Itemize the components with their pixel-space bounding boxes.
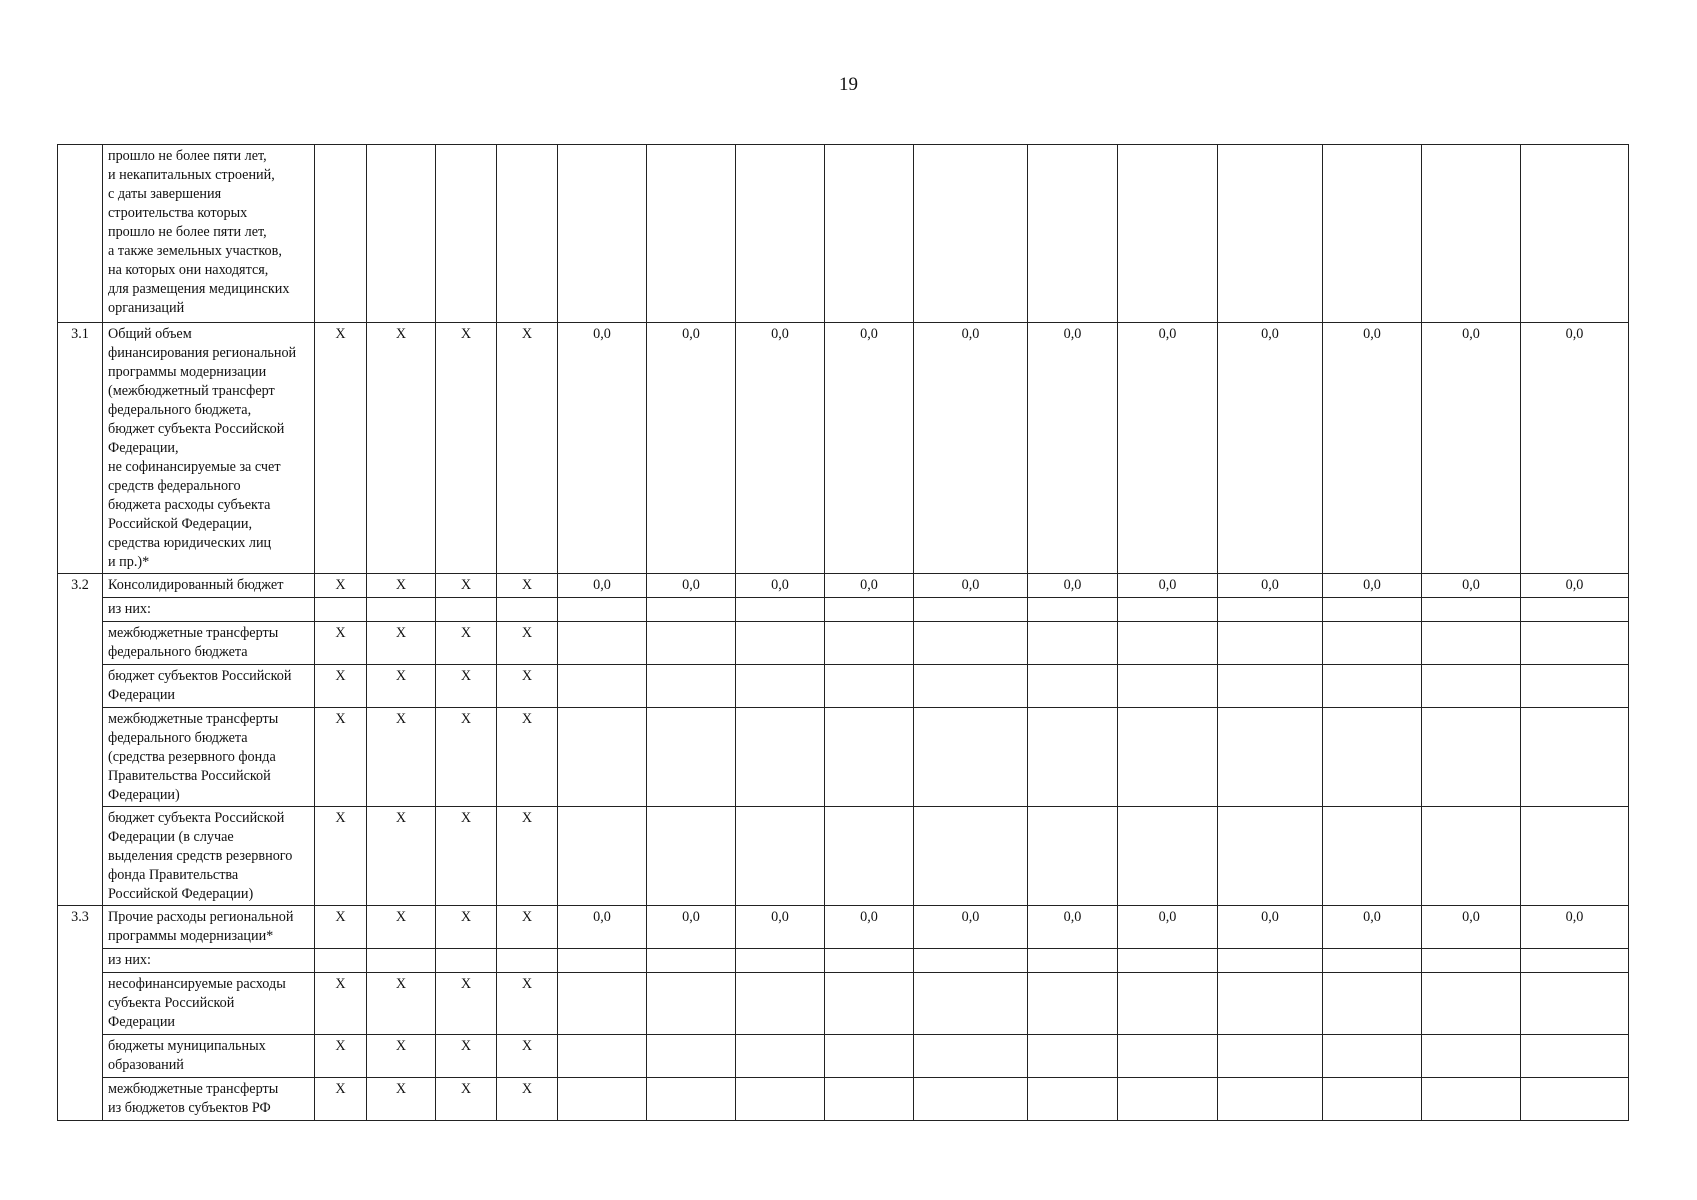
value-cell: 0,0 — [1521, 906, 1629, 949]
row-description: Консолидированный бюджет — [103, 574, 315, 598]
value-cell — [1323, 973, 1422, 1035]
value-cell — [736, 949, 825, 973]
value-cell: 0,0 — [1118, 574, 1218, 598]
value-cell — [558, 708, 647, 807]
value-cell — [558, 665, 647, 708]
x-mark-cell — [436, 145, 497, 323]
value-cell: 0,0 — [914, 323, 1028, 574]
value-cell — [647, 973, 736, 1035]
x-mark-cell: X — [497, 1078, 558, 1121]
value-cell — [1218, 949, 1323, 973]
x-mark-cell — [315, 145, 367, 323]
value-cell: 0,0 — [1028, 574, 1118, 598]
value-cell — [1028, 708, 1118, 807]
x-mark-cell: X — [497, 574, 558, 598]
x-mark-cell: X — [315, 574, 367, 598]
value-cell — [1521, 598, 1629, 622]
x-mark-cell: X — [497, 665, 558, 708]
value-cell — [736, 1078, 825, 1121]
value-cell — [647, 949, 736, 973]
value-cell — [1028, 665, 1118, 708]
table-row — [58, 906, 1629, 949]
value-cell: 0,0 — [647, 574, 736, 598]
x-mark-cell: X — [436, 973, 497, 1035]
value-cell — [736, 598, 825, 622]
x-mark-cell: X — [436, 323, 497, 574]
value-cell — [1118, 622, 1218, 665]
value-cell — [1118, 1078, 1218, 1121]
value-cell — [1422, 1035, 1521, 1078]
x-mark-cell: X — [497, 323, 558, 574]
value-cell — [736, 807, 825, 906]
value-cell: 0,0 — [914, 574, 1028, 598]
x-mark-cell: X — [315, 1078, 367, 1121]
row-number: 3.3 — [58, 906, 103, 1121]
value-cell — [558, 973, 647, 1035]
table-row — [58, 598, 1629, 622]
row-description: бюджеты муниципальных образований — [103, 1035, 315, 1078]
value-cell — [1118, 598, 1218, 622]
table-row — [58, 1035, 1629, 1078]
value-cell — [1521, 622, 1629, 665]
row-description: Общий объем финансирования региональной программы модернизации (межбюджетный трансферт федерального бюджета, бюджет субъекта Российской Федерации, не софинансируемые за счет средств федерального бюджета расходы субъекта Российской Федерации, средства юридических лиц и пр.)* — [103, 323, 315, 574]
x-mark-cell: X — [315, 906, 367, 949]
value-cell — [647, 807, 736, 906]
value-cell: 0,0 — [1218, 906, 1323, 949]
value-cell — [558, 949, 647, 973]
value-cell: 0,0 — [1028, 906, 1118, 949]
value-cell — [1218, 708, 1323, 807]
value-cell: 0,0 — [1218, 323, 1323, 574]
x-mark-cell — [367, 949, 436, 973]
value-cell: 0,0 — [825, 574, 914, 598]
value-cell — [1521, 145, 1629, 323]
value-cell: 0,0 — [736, 574, 825, 598]
value-cell — [1118, 807, 1218, 906]
value-cell — [736, 145, 825, 323]
x-mark-cell: X — [497, 1035, 558, 1078]
value-cell: 0,0 — [1118, 323, 1218, 574]
value-cell — [1028, 949, 1118, 973]
value-cell — [736, 665, 825, 708]
value-cell — [558, 145, 647, 323]
value-cell — [1422, 1078, 1521, 1121]
value-cell — [558, 807, 647, 906]
value-cell — [825, 1078, 914, 1121]
x-mark-cell: X — [497, 807, 558, 906]
value-cell — [1218, 1035, 1323, 1078]
value-cell — [736, 622, 825, 665]
value-cell — [1521, 708, 1629, 807]
value-cell — [1028, 145, 1118, 323]
value-cell — [1323, 1078, 1422, 1121]
financing-table — [57, 144, 1629, 1121]
value-cell — [1118, 973, 1218, 1035]
row-number: 3.2 — [58, 574, 103, 906]
value-cell — [914, 1035, 1028, 1078]
row-description: межбюджетные трансферты из бюджетов субъектов РФ — [103, 1078, 315, 1121]
value-cell — [1422, 973, 1521, 1035]
value-cell — [825, 1035, 914, 1078]
value-cell: 0,0 — [1422, 323, 1521, 574]
x-mark-cell: X — [436, 708, 497, 807]
value-cell — [914, 598, 1028, 622]
value-cell — [1521, 807, 1629, 906]
value-cell — [914, 622, 1028, 665]
value-cell — [1422, 665, 1521, 708]
value-cell — [647, 1035, 736, 1078]
value-cell — [825, 708, 914, 807]
value-cell — [1218, 598, 1323, 622]
value-cell — [1323, 807, 1422, 906]
value-cell — [1521, 1035, 1629, 1078]
value-cell: 0,0 — [1422, 906, 1521, 949]
value-cell — [825, 949, 914, 973]
x-mark-cell: X — [315, 323, 367, 574]
row-description: из них: — [103, 949, 315, 973]
value-cell — [1323, 598, 1422, 622]
value-cell — [1218, 622, 1323, 665]
x-mark-cell — [315, 949, 367, 973]
value-cell: 0,0 — [1323, 323, 1422, 574]
value-cell — [1323, 145, 1422, 323]
value-cell: 0,0 — [1521, 323, 1629, 574]
value-cell — [647, 1078, 736, 1121]
row-number: 3.1 — [58, 323, 103, 574]
value-cell: 0,0 — [914, 906, 1028, 949]
row-description: прошло не более пяти лет, и некапитальных строений, с даты завершения строительства которых прошло не более пяти лет, а также земельных участков, на которых они находятся, для размещения медицинских организаций — [103, 145, 315, 323]
value-cell — [1118, 1035, 1218, 1078]
value-cell — [558, 1078, 647, 1121]
value-cell — [1323, 949, 1422, 973]
value-cell — [914, 665, 1028, 708]
x-mark-cell: X — [497, 622, 558, 665]
row-description: бюджет субъекта Российской Федерации (в случае выделения средств резервного фонда Правительства Российской Федерации) — [103, 807, 315, 906]
value-cell — [1028, 1078, 1118, 1121]
value-cell: 0,0 — [558, 574, 647, 598]
row-description: несофинансируемые расходы субъекта Российской Федерации — [103, 973, 315, 1035]
table-row — [58, 807, 1629, 906]
row-description: Прочие расходы региональной программы модернизации* — [103, 906, 315, 949]
value-cell: 0,0 — [1218, 574, 1323, 598]
page-number: 19 — [839, 74, 858, 95]
value-cell — [1422, 622, 1521, 665]
x-mark-cell — [315, 598, 367, 622]
value-cell — [1521, 973, 1629, 1035]
table-row — [58, 708, 1629, 807]
value-cell — [1323, 1035, 1422, 1078]
value-cell — [914, 708, 1028, 807]
value-cell — [1028, 598, 1118, 622]
table-row — [58, 949, 1629, 973]
table-row — [58, 574, 1629, 598]
x-mark-cell — [436, 598, 497, 622]
value-cell — [1521, 1078, 1629, 1121]
value-cell — [1218, 1078, 1323, 1121]
table-row — [58, 145, 1629, 323]
value-cell: 0,0 — [647, 323, 736, 574]
value-cell: 0,0 — [558, 906, 647, 949]
x-mark-cell: X — [436, 1035, 497, 1078]
x-mark-cell: X — [436, 906, 497, 949]
value-cell — [1218, 145, 1323, 323]
value-cell — [825, 807, 914, 906]
value-cell — [825, 665, 914, 708]
value-cell — [1323, 665, 1422, 708]
value-cell — [558, 598, 647, 622]
value-cell — [647, 145, 736, 323]
x-mark-cell: X — [436, 807, 497, 906]
x-mark-cell: X — [367, 906, 436, 949]
value-cell — [1218, 807, 1323, 906]
value-cell: 0,0 — [825, 323, 914, 574]
x-mark-cell — [367, 145, 436, 323]
value-cell — [914, 949, 1028, 973]
x-mark-cell: X — [367, 807, 436, 906]
value-cell — [1422, 145, 1521, 323]
value-cell — [1028, 807, 1118, 906]
value-cell — [736, 1035, 825, 1078]
x-mark-cell — [436, 949, 497, 973]
value-cell — [825, 145, 914, 323]
value-cell: 0,0 — [825, 906, 914, 949]
value-cell — [1028, 622, 1118, 665]
value-cell: 0,0 — [736, 323, 825, 574]
value-cell — [1521, 665, 1629, 708]
table-row — [58, 323, 1629, 574]
value-cell — [1422, 949, 1521, 973]
x-mark-cell: X — [367, 323, 436, 574]
value-cell — [1118, 145, 1218, 323]
value-cell — [647, 708, 736, 807]
value-cell: 0,0 — [647, 906, 736, 949]
value-cell — [1028, 1035, 1118, 1078]
x-mark-cell: X — [436, 574, 497, 598]
value-cell — [647, 665, 736, 708]
row-description: межбюджетные трансферты федерального бюджета (средства резервного фонда Правительства Российской Федерации) — [103, 708, 315, 807]
x-mark-cell: X — [367, 1035, 436, 1078]
value-cell — [914, 973, 1028, 1035]
value-cell: 0,0 — [558, 323, 647, 574]
table-row — [58, 665, 1629, 708]
value-cell: 0,0 — [736, 906, 825, 949]
table-row — [58, 973, 1629, 1035]
value-cell — [1521, 949, 1629, 973]
value-cell: 0,0 — [1323, 906, 1422, 949]
value-cell — [1218, 665, 1323, 708]
value-cell — [736, 973, 825, 1035]
x-mark-cell: X — [315, 973, 367, 1035]
value-cell — [558, 622, 647, 665]
value-cell — [1422, 807, 1521, 906]
value-cell — [825, 598, 914, 622]
x-mark-cell — [497, 598, 558, 622]
x-mark-cell: X — [315, 665, 367, 708]
x-mark-cell — [497, 949, 558, 973]
value-cell — [1323, 622, 1422, 665]
x-mark-cell — [367, 598, 436, 622]
value-cell: 0,0 — [1521, 574, 1629, 598]
value-cell — [825, 622, 914, 665]
table-row — [58, 622, 1629, 665]
value-cell — [1422, 708, 1521, 807]
value-cell — [1218, 973, 1323, 1035]
x-mark-cell: X — [315, 1035, 367, 1078]
value-cell — [736, 708, 825, 807]
table-row — [58, 1078, 1629, 1121]
value-cell — [1323, 708, 1422, 807]
x-mark-cell: X — [436, 1078, 497, 1121]
x-mark-cell: X — [315, 807, 367, 906]
row-number — [58, 145, 103, 323]
value-cell — [1118, 665, 1218, 708]
x-mark-cell: X — [367, 708, 436, 807]
x-mark-cell: X — [436, 665, 497, 708]
x-mark-cell: X — [367, 574, 436, 598]
row-description: межбюджетные трансферты федерального бюджета — [103, 622, 315, 665]
value-cell — [1422, 598, 1521, 622]
x-mark-cell: X — [367, 1078, 436, 1121]
value-cell — [914, 1078, 1028, 1121]
value-cell — [647, 598, 736, 622]
value-cell: 0,0 — [1028, 323, 1118, 574]
value-cell — [914, 145, 1028, 323]
row-description: из них: — [103, 598, 315, 622]
value-cell — [825, 973, 914, 1035]
value-cell: 0,0 — [1323, 574, 1422, 598]
x-mark-cell: X — [497, 906, 558, 949]
value-cell — [1118, 949, 1218, 973]
x-mark-cell: X — [436, 622, 497, 665]
x-mark-cell: X — [367, 622, 436, 665]
value-cell — [914, 807, 1028, 906]
value-cell: 0,0 — [1118, 906, 1218, 949]
x-mark-cell — [497, 145, 558, 323]
x-mark-cell: X — [315, 622, 367, 665]
value-cell — [647, 622, 736, 665]
value-cell — [558, 1035, 647, 1078]
x-mark-cell: X — [497, 708, 558, 807]
x-mark-cell: X — [315, 708, 367, 807]
x-mark-cell: X — [497, 973, 558, 1035]
value-cell — [1028, 973, 1118, 1035]
row-description: бюджет субъектов Российской Федерации — [103, 665, 315, 708]
value-cell — [1118, 708, 1218, 807]
x-mark-cell: X — [367, 973, 436, 1035]
value-cell: 0,0 — [1422, 574, 1521, 598]
x-mark-cell: X — [367, 665, 436, 708]
